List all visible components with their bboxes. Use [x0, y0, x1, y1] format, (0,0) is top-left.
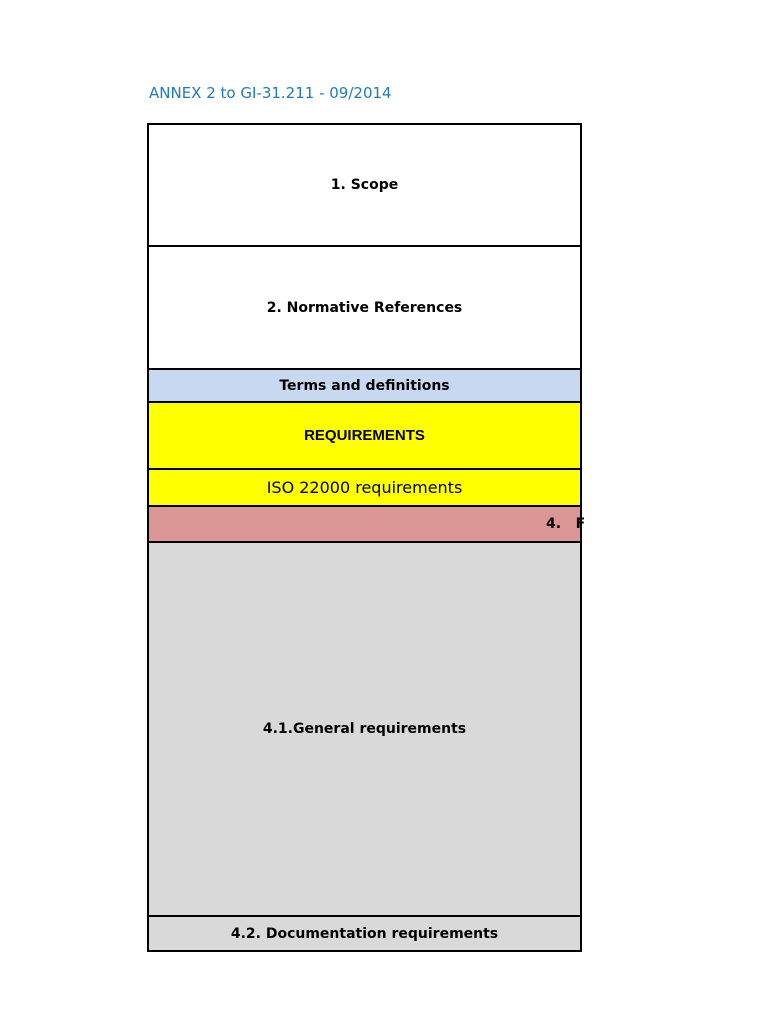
row-terms-definitions [149, 370, 580, 403]
iso-requirements-label: ISO 22000 requirements [266, 478, 463, 497]
row-requirements-header [149, 403, 580, 470]
requirements-table [147, 123, 586, 952]
row-scope [149, 125, 580, 247]
fsms-label: 4. F [546, 516, 586, 532]
documentation-requirements-label: 4.2. Documentation requirements [230, 925, 499, 942]
row-documentation-requirements [149, 917, 580, 950]
row-iso-requirements [149, 470, 580, 507]
scope-label: 1. Scope [330, 177, 399, 193]
general-requirements-label: 4.1.General requirements [262, 721, 467, 737]
terms-definitions-label: Terms and definitions [279, 377, 450, 394]
normative-references-label: 2. Normative References [266, 299, 463, 316]
row-normative-references [149, 247, 580, 370]
table-clip [149, 125, 586, 950]
requirements-label: REQUIREMENTS [304, 427, 425, 444]
document-title: ANNEX 2 to GI-31.211 - 09/2014 [149, 84, 392, 102]
row-fsms [149, 507, 586, 543]
row-general-requirements [149, 543, 580, 917]
